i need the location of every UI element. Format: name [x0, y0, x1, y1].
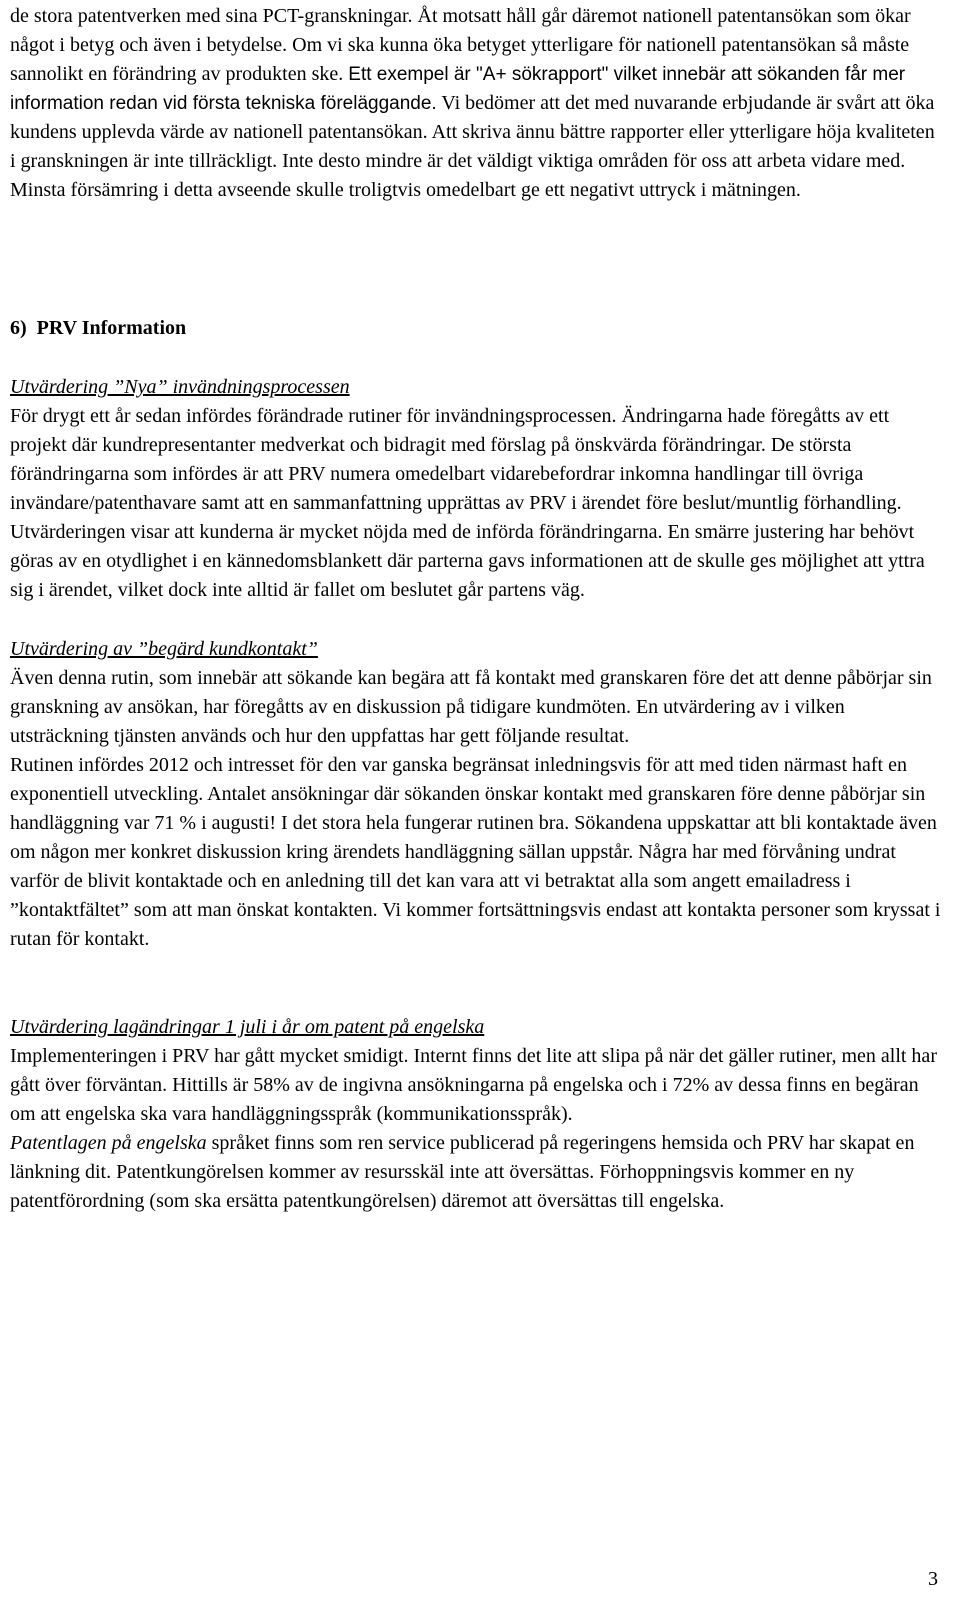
page-number: 3 [928, 1568, 938, 1590]
intro-paragraph [10, 2, 945, 205]
subheading-kundkontakt: Utvärdering av ”begärd kundkontakt” [10, 638, 318, 660]
subheading-lagandringar: Utvärdering lagändringar 1 juli i år om patent på engelska [10, 1016, 485, 1038]
paragraph-kundkontakt-1: Även denna rutin, som innebär att sökande kan begära att få kontakt med granskaren före det att denne påbörjar sin granskning av ansökan, har föregåtts av en diskussion på tidigare kundmöten. En utvärdering av i vilken utsträckning tjänsten används och hur den uppfattas har gett följande resultat. [10, 667, 932, 747]
intro-sentence-8: Minsta försämring i detta avseende skulle troligtvis omedelbart ge ett negativt uttryck i mätningen. [10, 179, 801, 201]
intro-sentence-7: Inte desto mindre är det väldigt viktiga områden för oss att arbeta vidare med. [282, 150, 906, 172]
sub1-sentence-3: De största förändringarna som infördes är att PRV numera omedelbart vidarebefordrar inkomna handlingar till övriga invändare/patenthavare samt att en sammanfattning upprättas av PRV i ärendet före beslut/muntlig förhandling. [10, 434, 902, 514]
sub1-sentence-5: En smärre justering har behövt göras av en otydlighet i en kännedomsblankett där parterna gavs informationen att de skulle ges möjlighet att yttra sig i ärendet, vilket dock inte alltid är fallet om beslutet går partens väg. [10, 521, 925, 601]
sub1-sentence-1: För drygt ett år sedan infördes förändrade rutiner för invändningsprocessen. [10, 405, 617, 427]
intro-sentence-1: de stora patentverken med sina PCT-granskningar. [10, 5, 413, 27]
paragraph-kundkontakt-2: Rutinen infördes 2012 och intresset för den var ganska begränsat inledningsvis för att med tiden närmast haft en exponentiell utveckling. Antalet ansökningar där sökanden önskar kontakt med granskaren före denne påbörjar sin handläggning var 71 % i augusti! I det stora hela fungerar rutinen bra. Sökandena uppskattar att bli kontaktade även om någon mer konkret diskussion kring ärendets handläggning sällan uppstår. Några har med förvåning undrat varför de blivit kontaktade och en anledning till det kan vara att vi betraktat alla som angett emailadress i ”kontaktfältet” som att man önskat kontakten. Vi kommer fortsättningsvis endast att kontakta personer som kryssat i rutan för kontakt. [10, 754, 941, 950]
paragraph-lagandringar-1: Implementeringen i PRV har gått mycket smidigt. Internt finns det lite att slipa på när det gäller rutiner, men allt har gått över förväntan. Hittills är 58% av de ingivna ansökningarna på engelska och i 72% av dessa finns en begäran om att engelska ska vara handläggningsspråk (kommunikationsspråk). [10, 1045, 937, 1125]
paragraph-lagandringar-2-rest: språket finns som ren service publicerad på regeringens hemsida och PRV har skapat en länkning dit. Patentkungörelsen kommer av resursskäl inte att översättas. Förhoppningsvis kommer en ny patentförordning (som ska ersätta patentkungörelsen) däremot att översättas till engelska. [10, 1132, 915, 1212]
intro-sentence-3: Om vi ska kunna öka betyget ytterligare för nationell patentansökan så måste sannolikt en förändring av produkten ske. [10, 34, 910, 85]
patentlagen-italic: Patentlagen på engelska [10, 1132, 207, 1154]
paragraph-lagandringar-2 [10, 1129, 945, 1216]
intro-sentence-5: Vi bedömer att det med nuvarande erbjudande är svårt att öka kundens upplevda värde av nationell patentansökan. [10, 92, 935, 143]
intro-sentence-6: Att skriva ännu bättre rapporter eller ytterligare höja kvaliteten i granskningen är inte tillräckligt. [10, 121, 935, 172]
document-page [10, 2, 945, 1216]
section-heading: 6) PRV Information [10, 317, 187, 339]
intro-sentence-4: Ett exempel är "A+ sökrapport" vilket innebär att sökanden får mer information redan vid första tekniska föreläggande. [10, 64, 906, 114]
subheading-invandningsprocessen: Utvärdering ”Nya” invändningsprocessen [10, 376, 350, 398]
sub1-sentence-2: Ändringarna hade föregåtts av ett projekt där kundrepresentanter medverkat och bidragit med förslag på önskvärda förändringar. [10, 405, 890, 456]
paragraph-invandningsprocessen [10, 402, 945, 605]
intro-sentence-2: Åt motsatt håll går däremot nationell patentansökan som ökar något i betyg och även i betydelse. [10, 5, 911, 56]
sub1-sentence-4: Utvärderingen visar att kunderna är mycket nöjda med de införda förändringarna. [10, 521, 663, 543]
